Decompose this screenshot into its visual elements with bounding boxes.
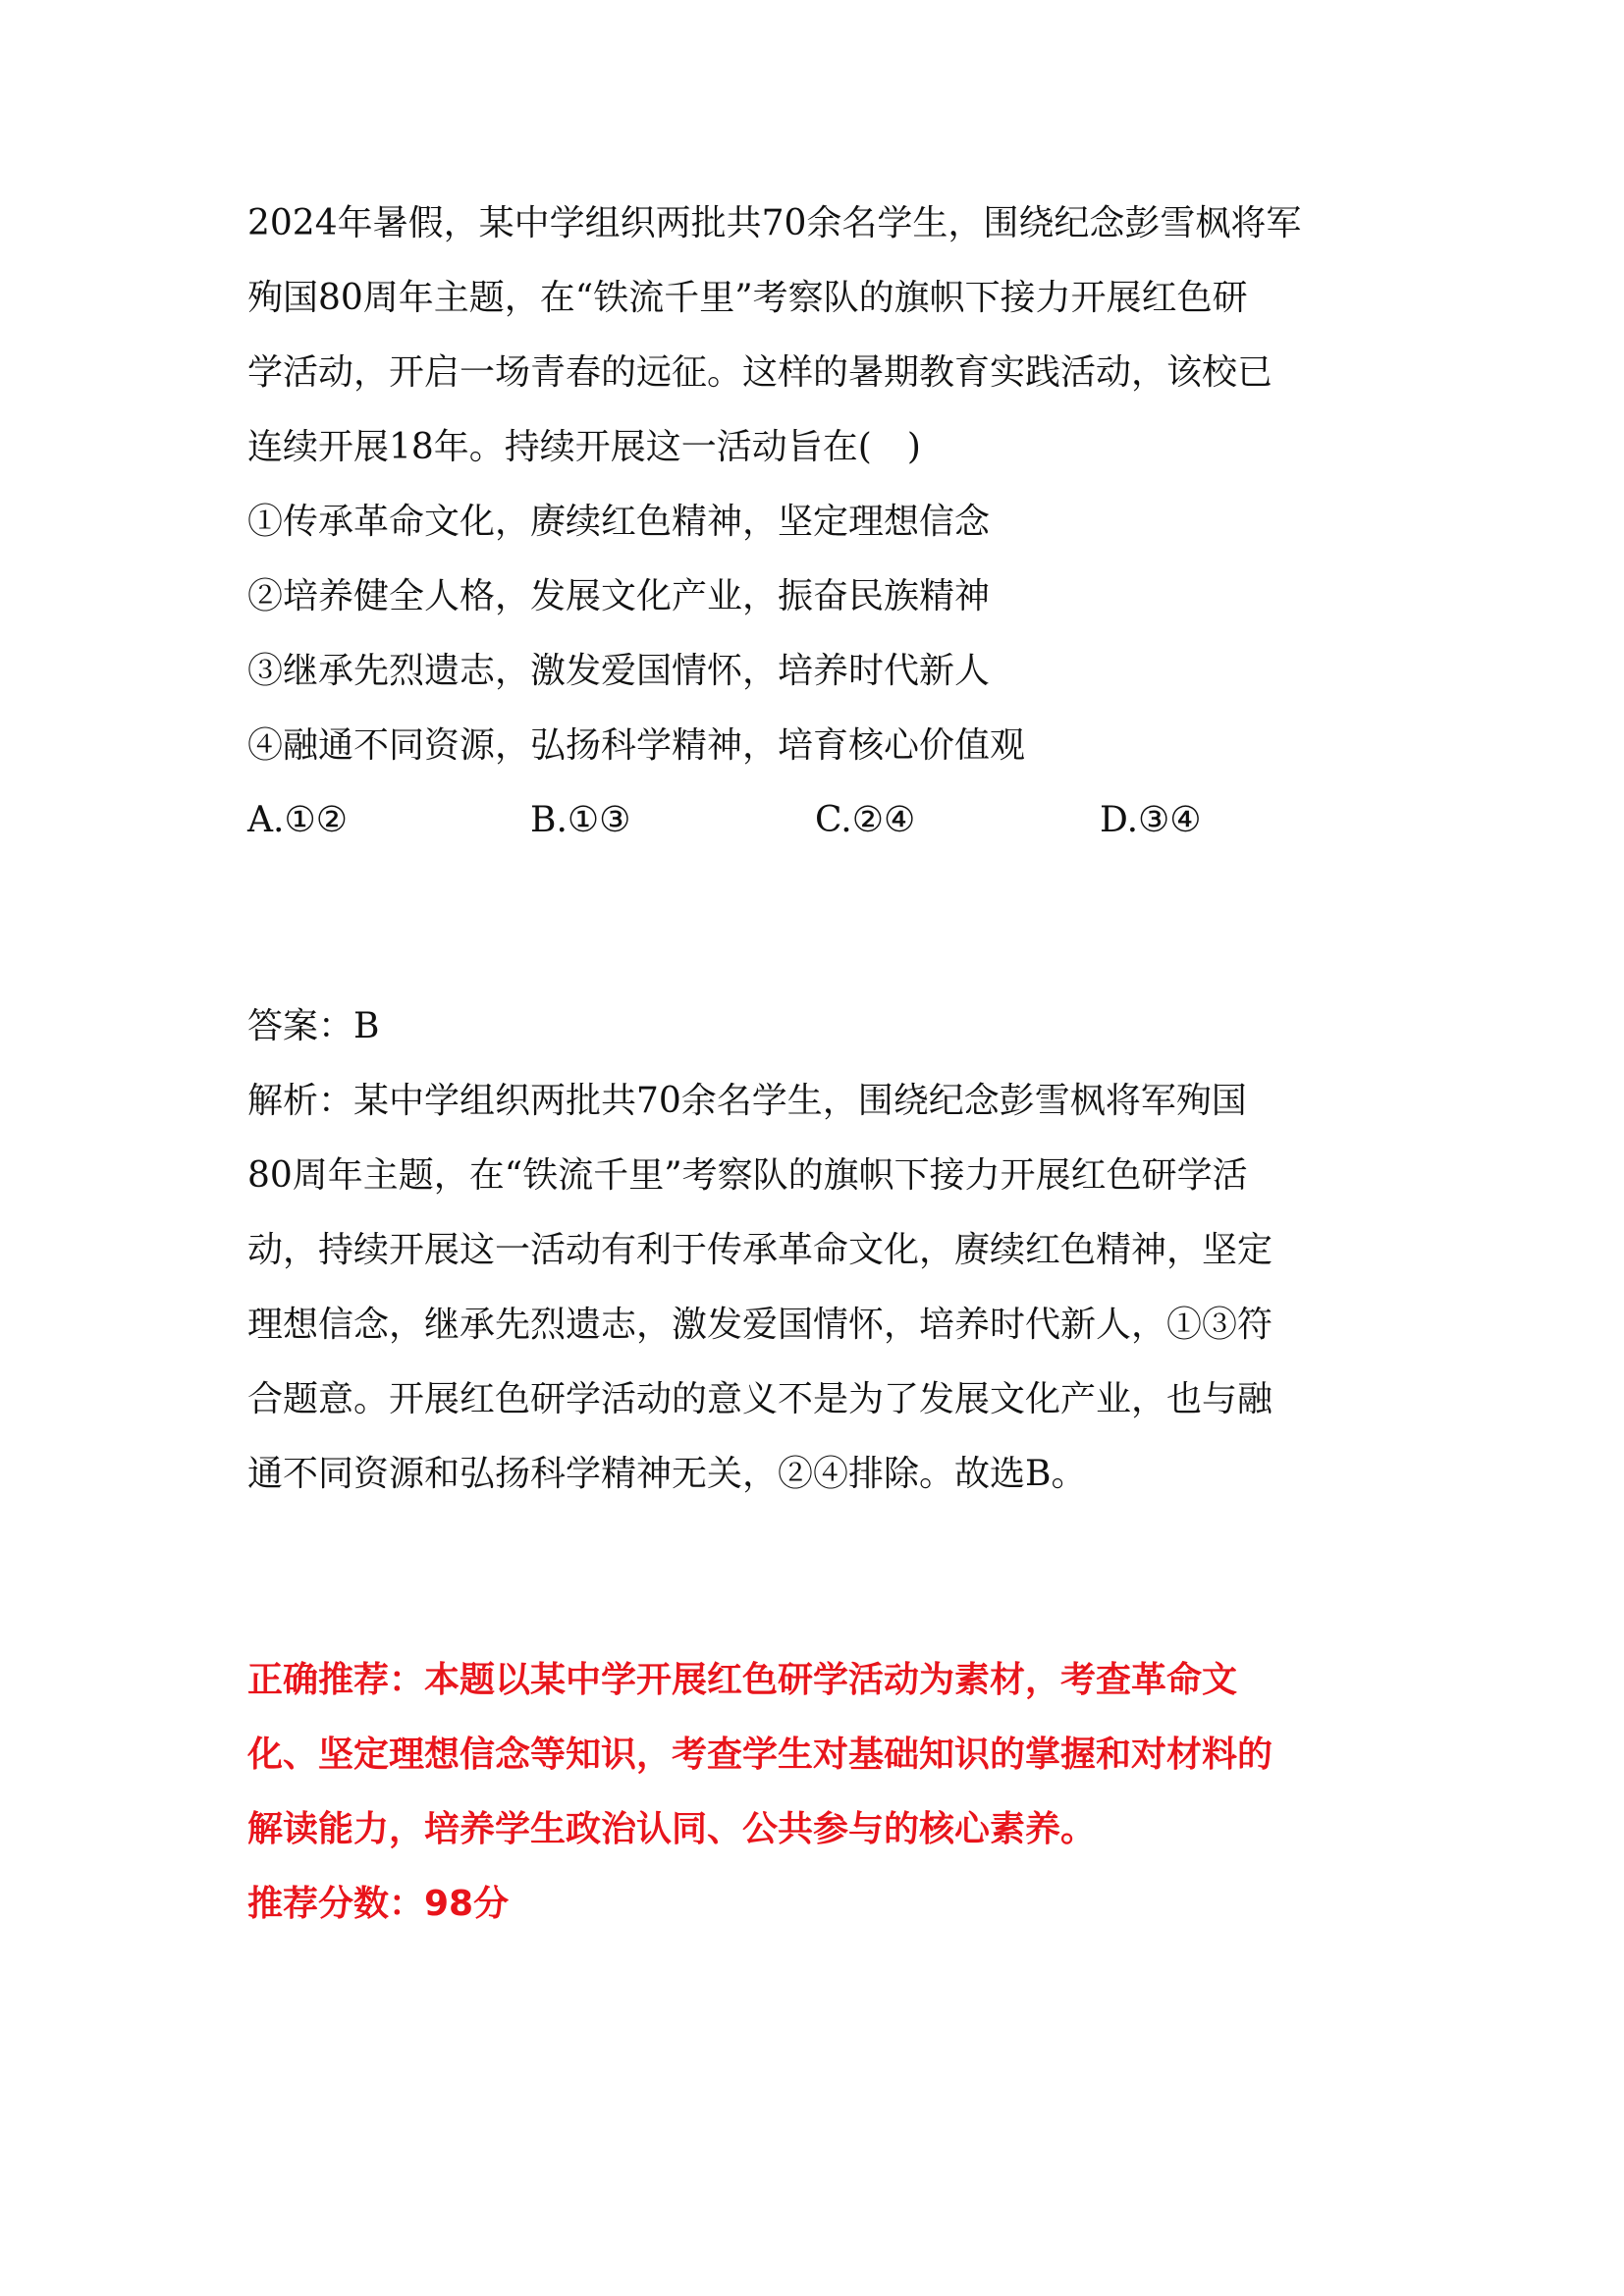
explanation-line-5: 合题意。开展红色研学活动的意义不是为了发展文化产业，也与融 [247, 1379, 1273, 1419]
recommendation-line-3: 解读能力，培养学生政治认同、公共参与的核心素养。 [247, 1809, 1097, 1849]
choice-d: D.③④ [1100, 800, 1202, 840]
question-line-1: 2024年暑假，某中学组织两批共70余名学生，围绕纪念彭雪枫将军 [247, 203, 1302, 243]
explanation-line-1: 解析：某中学组织两批共70余名学生，围绕纪念彭雪枫将军殉国 [247, 1081, 1247, 1121]
option-1: ①传承革命文化，赓续红色精神，坚定理想信念 [247, 502, 991, 542]
answer-label: 答案：B [247, 1006, 380, 1046]
recommendation-line-2: 化、坚定理想信念等知识，考查学生对基础知识的掌握和对材料的 [247, 1735, 1273, 1775]
option-4: ④融通不同资源，弘扬科学精神，培育核心价值观 [247, 725, 1026, 766]
recommendation-score: 推荐分数：98分 [247, 1884, 510, 1924]
question-line-4: 连续开展18年。持续开展这一活动旨在( ) [247, 427, 921, 467]
explanation-line-6: 通不同资源和弘扬科学精神无关，②④排除。故选B。 [247, 1454, 1087, 1494]
option-2: ②培养健全人格，发展文化产业，振奋民族精神 [247, 576, 991, 616]
choice-b: B.①③ [530, 800, 631, 840]
explanation-line-4: 理想信念，继承先烈遗志，激发爱国情怀，培养时代新人，①③符 [247, 1305, 1273, 1345]
choice-c: C.②④ [815, 800, 916, 840]
question-line-3: 学活动，开启一场青春的远征。这样的暑期教育实践活动，该校已 [247, 352, 1273, 393]
explanation-line-3: 动，持续开展这一活动有利于传承革命文化，赓续红色精神，坚定 [247, 1230, 1273, 1270]
choice-a: A.①② [247, 800, 348, 840]
option-3: ③继承先烈遗志，激发爱国情怀，培养时代新人 [247, 651, 991, 691]
recommendation-line-1: 正确推荐：本题以某中学开展红色研学活动为素材，考查革命文 [247, 1660, 1238, 1700]
question-line-2: 殉国80周年主题，在“铁流千里”考察队的旗帜下接力开展红色研 [247, 278, 1248, 318]
explanation-line-2: 80周年主题，在“铁流千里”考察队的旗帜下接力开展红色研学活 [247, 1155, 1248, 1196]
